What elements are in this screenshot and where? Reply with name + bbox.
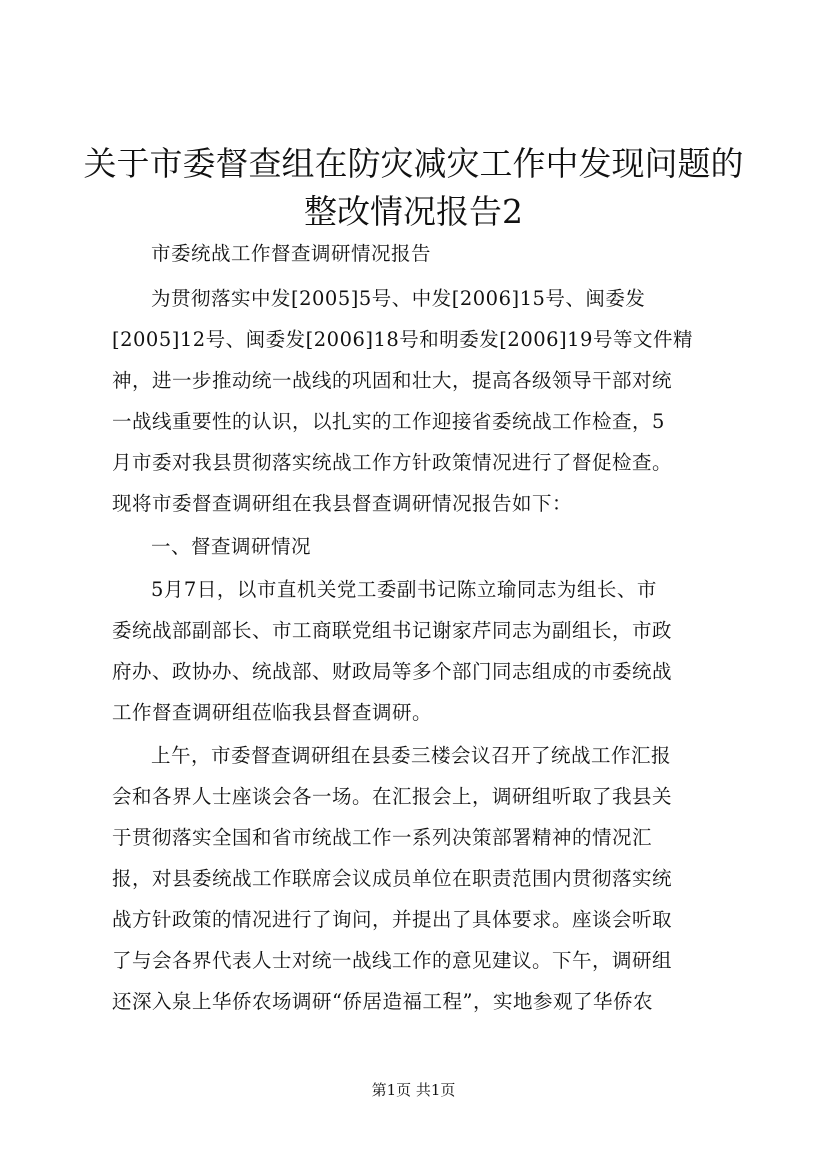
title-line-1: 关于市委督查组在防灾减灾工作中发现问题的	[83, 144, 744, 183]
paragraph-line: 为贯彻落实中发[2005]5号、中发[2006]15号、闽委发	[151, 287, 646, 310]
title-line-2: 整改情况报告2	[304, 192, 523, 231]
section-heading: 一、督查调研情况	[151, 535, 312, 558]
document-title	[0, 140, 827, 236]
paragraph-line: 还深入泉上华侨农场调研“侨居造福工程”，实地参观了华侨农	[112, 990, 653, 1013]
paragraph-line: 会和各界人士座谈会各一场。在汇报会上，调研组听取了我县关	[112, 785, 673, 808]
paragraph-line: 现将市委督查调研组在我县督查调研情况报告如下：	[112, 492, 573, 515]
subtitle-line: 市委统战工作督查调研情况报告	[151, 242, 432, 265]
paragraph-line: 上午，市委督查调研组在县委三楼会议召开了统战工作汇报	[151, 744, 672, 767]
paragraph-line: 府办、政协办、统战部、财政局等多个部门同志组成的市委统战	[112, 660, 673, 683]
paragraph-line: 5月7日，以市直机关党工委副书记陈立瑜同志为组长、市	[151, 578, 657, 601]
paragraph-line: 月市委对我县贯彻落实统战工作方针政策情况进行了督促检查。	[112, 451, 673, 474]
paragraph-line: 委统战部副部长、市工商联党组书记谢家芹同志为副组长，市政	[112, 619, 673, 642]
paragraph-line: 报，对县委统战工作联席会议成员单位在职责范围内贯彻落实统	[112, 867, 673, 890]
paragraph-line: [2005]12号、闽委发[2006]18号和明委发[2006]19号等文件精	[112, 328, 693, 351]
paragraph-line: 战方针政策的情况进行了询问，并提出了具体要求。座谈会听取	[112, 908, 673, 931]
paragraph-line: 一战线重要性的认识，以扎实的工作迎接省委统战工作检查，5	[112, 410, 665, 433]
paragraph-line: 了与会各界代表人士对统一战线工作的意见建议。下午，调研组	[112, 949, 673, 972]
paragraph-line: 工作督查调研组莅临我县督查调研。	[112, 701, 433, 724]
page-footer: 第1页 共1页	[371, 1081, 456, 1099]
paragraph-line: 于贯彻落实全国和省市统战工作一系列决策部署精神的情况汇	[112, 826, 653, 849]
paragraph-line: 神，进一步推动统一战线的巩固和壮大，提高各级领导干部对统	[112, 369, 673, 392]
